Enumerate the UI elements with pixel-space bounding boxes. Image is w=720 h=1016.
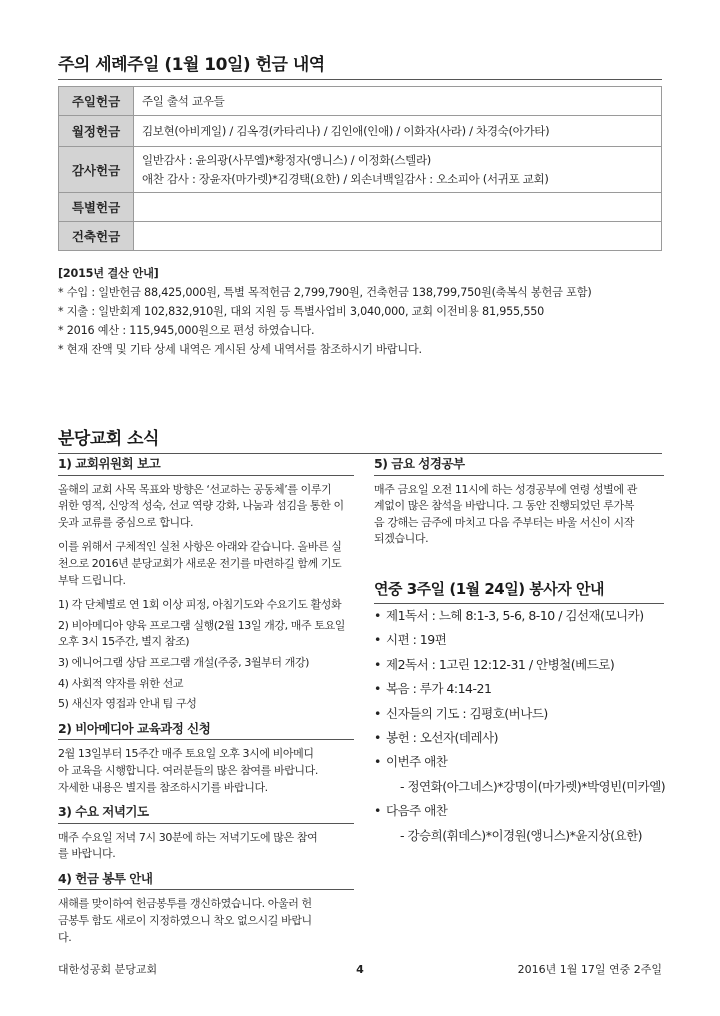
news-section-title: 1) 교회위원회 보고: [58, 456, 354, 476]
row-value-building: [134, 222, 662, 251]
row-value-special: [134, 193, 662, 222]
thanks-line: 애찬 감사 : 장윤자(마가렛)*김경택(요한) / 외손녀백일감사 : 오소피아 (서귀포 교회): [142, 171, 549, 186]
list-item: [58, 618, 354, 651]
settlement-line: * 수입 : 일반헌금 88,425,000원, 특별 목적헌금 2,799,790원, 건축헌금 138,799,750원(축복식 봉헌금 포함): [58, 286, 592, 299]
list-item: [374, 799, 664, 823]
paragraph-line: 금봉투 함도 새로이 지정하였으니 착오 없으시길 바랍니: [58, 914, 312, 928]
paragraph-line: 매주 금요일 오전 11시에 하는 성경공부에 연령 성별에 관: [374, 482, 637, 496]
list-item: [374, 677, 664, 701]
list-item: 5) 새신자 영접과 안내 팀 구성: [58, 697, 197, 711]
row-value-monthly: 김보현(아비게일) / 김옥경(카타리나) / 김인애(인애) / 이화자(사라) / 차경숙(아가타): [134, 116, 662, 147]
this-week-detail: - 정연화(아그네스)*강명이(마가렛)*박영빈(미카엘): [400, 778, 666, 794]
paragraph-line: 되겠습니다.: [374, 532, 429, 546]
table-row: [59, 116, 662, 147]
paragraph-line: 새해를 맞이하여 헌금봉투를 갱신하였습니다. 아울러 헌: [58, 897, 312, 911]
news-title: 분당교회 소식: [58, 424, 662, 454]
list-item: [374, 604, 664, 628]
service-item: 복음 : 루가 4:14-21: [386, 681, 492, 697]
list-item: 4) 사회적 약자를 위한 선교: [58, 676, 184, 690]
bullet-icon: •: [374, 803, 381, 819]
paragraph-line: 올해의 교회 사목 목표와 방향은 ‘선교하는 공동체’를 이루기: [58, 482, 332, 496]
offering-title: 주의 세례주일 (1월 10일) 헌금 내역: [58, 50, 662, 80]
table-row: [59, 147, 662, 193]
news-section-title: 2) 비아메디아 교육과정 신청: [58, 721, 354, 741]
bullet-icon: •: [374, 681, 381, 697]
paragraph-line: 부탁 드립니다.: [58, 573, 126, 587]
paragraph-line: 다.: [58, 930, 72, 944]
row-value-sunday: 주일 출석 교우들: [134, 87, 662, 116]
row-label-special: 특별헌금: [59, 193, 134, 222]
list-item: [374, 750, 664, 774]
next-week-detail: - 강승희(휘데스)*이경원(앵니스)*윤지상(요한): [400, 827, 643, 843]
service-item: 이번주 애찬: [386, 754, 448, 770]
news-section-title: 4) 헌금 봉투 안내: [58, 871, 354, 891]
list-item: 1) 각 단체별로 연 1회 이상 피정, 아침기도와 수요기도 활성화: [58, 598, 342, 612]
paragraph-line: 이를 위해서 구체적인 실천 사항은 아래와 같습니다. 올바른 실: [58, 540, 342, 554]
list-item-line: 2) 비아메디아 양육 프로그램 실행(2월 13일 개강, 매주 토요일: [58, 618, 346, 632]
service-item: 신자들의 기도 : 김평호(버나드): [386, 705, 548, 721]
service-list: [374, 604, 664, 848]
service-item: 시편 : 19편: [386, 632, 447, 648]
bullet-icon: •: [374, 754, 381, 770]
news-section-title: 5) 금요 성경공부: [374, 456, 664, 476]
news-section-title: 3) 수요 저녁기도: [58, 804, 354, 824]
paragraph-line: 자세한 내용은 별지를 참조하시기를 바랍니다.: [58, 780, 268, 794]
thanks-line: 일반감사 : 윤의광(사무엘)*황정자(앵니스) / 이정화(스텔라): [142, 152, 431, 167]
row-label-thanks: 감사헌금: [59, 147, 134, 193]
list-item: [374, 628, 664, 652]
paragraph-line: 음 강해는 금주에 마치고 다음 주부터는 바울 서신이 시작: [374, 515, 634, 529]
row-label-building: 건축헌금: [59, 222, 134, 251]
paragraph-line: 위한 영적, 신앙적 성숙, 선교 역량 강화, 나눔과 섬김을 통한 이: [58, 499, 344, 513]
paragraph-line: 아 교육을 시행합니다. 여러분들의 많은 참여를 바랍니다.: [58, 763, 318, 777]
paragraph-line: 계없이 많은 참석을 바랍니다. 그 동안 진행되었던 루가복: [374, 499, 634, 513]
list-item: 3) 에니어그램 상담 프로그램 개설(주중, 3월부터 개강): [58, 655, 310, 669]
list-item: [374, 726, 664, 750]
paragraph-line: 매주 수요일 저녁 7시 30분에 하는 저녁기도에 많은 참여: [58, 830, 318, 844]
settlement-line: * 지출 : 일반회계 102,832,910원, 대외 지원 등 특별사업비 3,040,000, 교회 이전비용 81,955,550: [58, 305, 545, 318]
service-item: 제2독서 : 1고린 12:12-31 / 안병철(베드로): [386, 656, 615, 672]
list-item-line: 오후 3시 15주간, 별지 참조): [58, 635, 190, 649]
paragraph-line: 천으로 2016년 분당교회가 새로운 전기를 마련하길 함께 기도: [58, 556, 342, 570]
row-label-sunday: 주일헌금: [59, 87, 134, 116]
bullet-icon: •: [374, 705, 381, 721]
page-number: 4: [356, 963, 364, 976]
paragraph-line: 를 바랍니다.: [58, 847, 116, 861]
table-row: [59, 87, 662, 116]
service-item: 제1독서 : 느헤 8:1-3, 5-6, 8-10 / 김선재(모니카): [386, 608, 644, 623]
list-item: [374, 653, 664, 677]
offering-table: [58, 86, 662, 251]
footer-church-name: 대한성공회 분당교회: [58, 963, 158, 976]
footer-date: 2016년 1월 17일 연중 2주일: [517, 963, 662, 976]
service-item: 다음주 애찬: [386, 803, 448, 819]
bullet-icon: •: [374, 656, 381, 672]
bullet-icon: •: [374, 608, 381, 623]
service-item: 봉헌 : 오선자(데레사): [386, 729, 499, 745]
row-value-thanks: [134, 147, 662, 193]
bullet-icon: •: [374, 632, 381, 648]
list-item: [374, 702, 664, 726]
paragraph-line: 웃과 교류를 중심으로 합니다.: [58, 515, 194, 529]
news-right-column: [374, 456, 664, 548]
service-title: 연중 3주일 (1월 24일) 봉사자 안내: [374, 578, 664, 604]
settlement-line: * 2016 예산 : 115,945,000원으로 편성 하였습니다.: [58, 324, 315, 337]
row-label-monthly: 월정헌금: [59, 116, 134, 147]
paragraph-line: 2월 13일부터 15주간 매주 토요일 오후 3시에 비아메디: [58, 747, 314, 761]
settlement-notice: [58, 264, 662, 359]
page-footer: [58, 962, 662, 978]
settlement-title: [2015년 결산 안내]: [58, 267, 159, 280]
table-row: [59, 222, 662, 251]
news-left-column: [58, 456, 354, 946]
table-row: [59, 193, 662, 222]
settlement-line: * 현재 잔액 및 기타 상세 내역은 게시된 상세 내역서를 참조하시기 바랍니다.: [58, 343, 422, 356]
bullet-icon: •: [374, 729, 381, 745]
